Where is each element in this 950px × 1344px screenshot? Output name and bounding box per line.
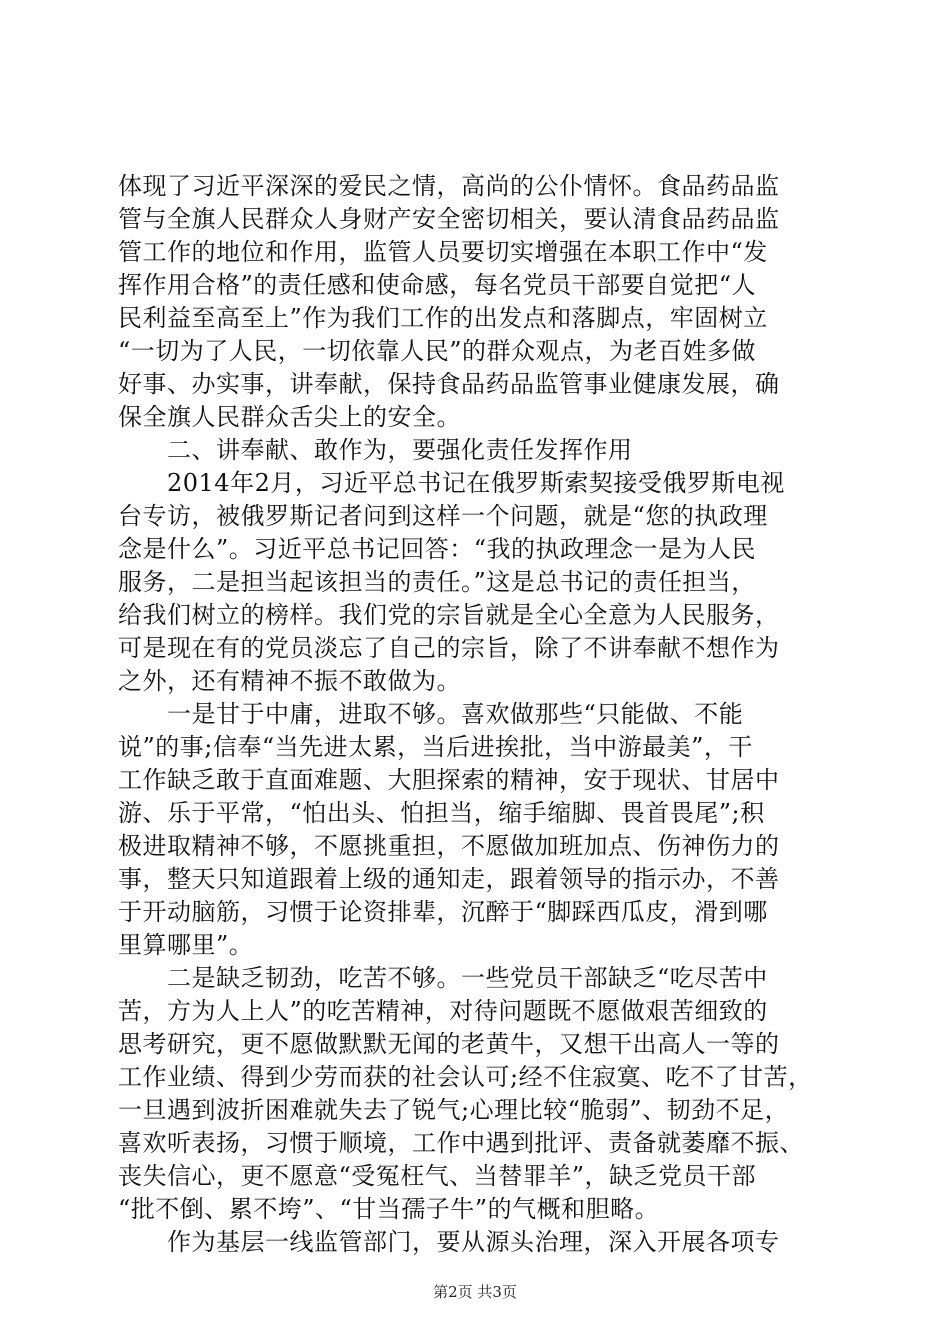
text-line: 好事、办实事，讲奉献，保持食品药品监管事业健康发展，确 [118,370,780,398]
text-line: 2014年2月，习近平总书记在俄罗斯索契接受俄罗斯电视 [118,469,785,497]
text-line: 丧失信心，更不愿意“受冤枉气、当替罪羊”，缺乏党员干部 [118,1162,757,1190]
text-line: “一切为了人民，一切依靠人民”的群众观点，为老百姓多做 [118,337,757,365]
page-number-footer: 第2页 共3页 [433,1283,517,1301]
text-line: 念是什么”。习近平总书记回答：“我的执政理念一是为人民 [118,535,757,563]
text-line: 管与全旗人民群众人身财产安全密切相关，要认清食品药品监 [118,205,780,233]
text-line: 之外，还有精神不振不敢做为。 [118,667,461,695]
text-line: 里算哪里”。 [118,931,254,959]
text-line: 作为基层一线监管部门，要从源头治理，深入开展各项专 [118,1228,780,1256]
text-line: 工作缺乏敢于直面难题、大胆探索的精神，安于现状、甘居中 [118,766,780,794]
text-line: 民利益至高至上”作为我们工作的出发点和落脚点，牢固树立 [118,304,768,332]
text-line: 挥作用合格”的责任感和使命感，每名党员干部要自觉把“人 [118,271,757,299]
text-line: 游、乐于平常，“怕出头、怕担当，缩手缩脚、畏首畏尾”;积 [118,799,765,827]
text-line: 事，整天只知道跟着上级的通知走，跟着领导的指示办，不善 [118,865,780,893]
text-line: 于开动脑筋，习惯于论资排辈，沉醉于“脚踩西瓜皮，滑到哪 [118,898,768,926]
text-line: 喜欢听表扬，习惯于顺境，工作中遇到批评、责备就萎靡不振、 [118,1129,804,1157]
text-line: 一是甘于中庸，进取不够。喜欢做那些“只能做、不能 [118,700,744,728]
section-heading: 二、讲奉献、敢作为，要强化责任发挥作用 [118,436,633,464]
text-line: 服务，二是担当起该担当的责任。”这是总书记的责任担当， [118,568,756,596]
text-line: 二是缺乏韧劲，吃苦不够。一些党员干部缺乏“吃尽苦中 [118,964,768,992]
text-line: 体现了习近平深深的爱民之情，高尚的公仆情怀。食品药品监 [118,172,780,200]
text-line: 思考研究，更不愿做默默无闻的老黄牛，又想干出高人一等的 [118,1030,780,1058]
text-line: 给我们树立的榜样。我们党的宗旨就是全心全意为人民服务， [118,601,780,629]
text-line: 台专访，被俄罗斯记者问到这样一个问题，就是“您的执政理 [118,502,768,530]
text-line: 工作业绩、得到少劳而获的社会认可;经不住寂寞、吃不了甘苦， [118,1063,813,1091]
text-line: “批不倒、累不垮”、“甘当孺子牛”的气概和胆略。 [118,1195,660,1223]
text-line: 一旦遇到波折困难就失去了锐气;心理比较“脆弱”、韧劲不足， [118,1096,790,1124]
text-line: 极进取精神不够，不愿挑重担，不愿做加班加点、伤神伤力的 [118,832,780,860]
text-line: 可是现在有的党员淡忘了自己的宗旨，除了不讲奉献不想作为 [118,634,780,662]
text-line: 管工作的地位和作用，监管人员要切实增强在本职工作中“发 [118,238,768,266]
text-line: 保全旗人民群众舌尖上的安全。 [118,403,461,431]
text-line: 苦，方为人上人”的吃苦精神，对待问题既不愿做艰苦细致的 [118,997,768,1025]
text-line: 说”的事;信奉“当先进太累，当后进挨批，当中游最美”，干 [118,733,753,761]
